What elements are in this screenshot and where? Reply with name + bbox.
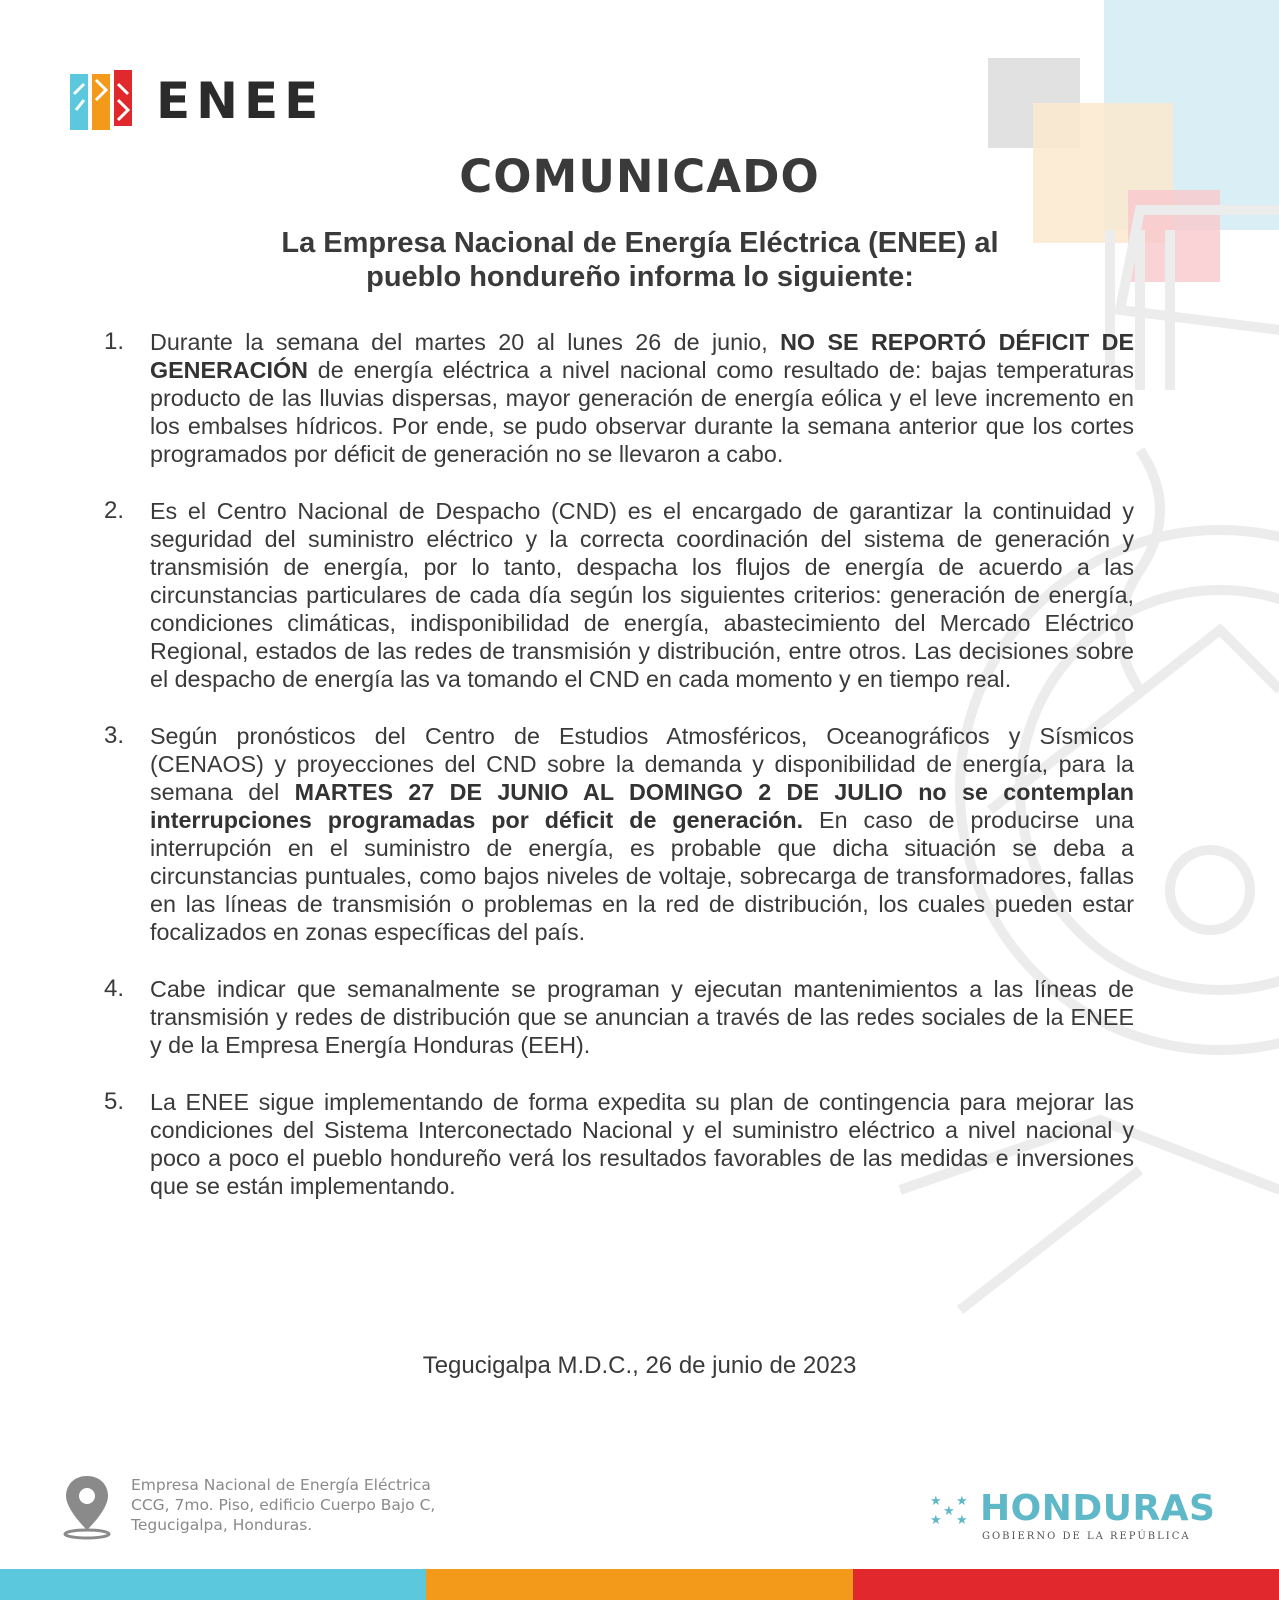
bold-segment: MARTES 27 DE JUNIO AL DOMINGO 2 DE JULIO no se contemplan interrupciones programadas por déficit de generación. [150, 779, 1134, 833]
item-number: 1. [104, 328, 125, 355]
list-item [104, 975, 1134, 1059]
numbered-list [104, 328, 1134, 1229]
text-segment: La ENEE sigue implementando de forma expedita su plan de contingencia para mejorar las condiciones del Sistema Interconectado Nacional y el suministro eléctrico a nivel nacional y poco a poco el pueblo hondureño verá los resultados favorables de las medidas e inversiones que se están implementando. [150, 1089, 1134, 1199]
list-item [104, 722, 1134, 946]
bold-segment: NO SE REPORTÓ DÉFICIT DE GENERACIÓN [150, 329, 1134, 383]
address-line: CCG, 7mo. Piso, edificio Cuerpo Bajo C, [131, 1496, 436, 1514]
enee-logo-icon [70, 70, 132, 132]
list-item [104, 497, 1134, 693]
honduras-wordmark: HONDURAS [980, 1488, 1216, 1529]
footer-stripe-red [853, 1569, 1279, 1600]
location-pin-icon [62, 1474, 112, 1540]
stars-icon [928, 1493, 980, 1525]
enee-logo [70, 70, 324, 132]
list-item [104, 1088, 1134, 1200]
footer-stripe-orange [426, 1569, 853, 1600]
item-number: 5. [104, 1088, 125, 1115]
svg-text:★: ★ [930, 1493, 942, 1509]
footer-address [131, 1475, 435, 1535]
svg-text:★: ★ [956, 1512, 968, 1525]
item-number: 4. [104, 975, 125, 1002]
text-segment: Según pronósticos del Centro de Estudios Atmosféricos, Oceanográficos y Sísmicos (CENAOS) y proyecciones del CND sobre la demanda y disponibilidad de energía, para la semana del [150, 723, 1134, 805]
footer-stripe-cyan [0, 1569, 426, 1600]
page-subtitle [190, 226, 1090, 294]
gobierno-subtitle: GOBIERNO DE LA REPÚBLICA [982, 1531, 1191, 1542]
item-number: 2. [104, 497, 125, 524]
item-text [150, 497, 1134, 693]
document-date: Tegucigalpa M.D.C., 26 de junio de 2023 [422, 1352, 857, 1379]
item-text [150, 975, 1134, 1059]
logo-wordmark: ENEE [156, 72, 325, 130]
item-text [150, 1088, 1134, 1200]
subtitle-line-2: pueblo hondureño informa lo siguiente: [366, 261, 914, 293]
subtitle-line-1: La Empresa Nacional de Energía Eléctrica (ENEE) al [281, 227, 999, 259]
text-segment: de energía eléctrica a nivel nacional como resultado de: bajas temperaturas producto de las lluvias dispersas, mayor generación de energía eólica y el leve incremento en los embalses hídricos. Por ende, se pudo observar durante la semana anterior que los cortes programados por déficit de generación no se llevaron a cabo. [150, 357, 1134, 467]
list-item [104, 328, 1134, 468]
item-number: 3. [104, 722, 125, 749]
item-text [150, 722, 1134, 946]
text-segment: Es el Centro Nacional de Despacho (CND) es el encargado de garantizar la continuidad y seguridad del suministro eléctrico y la correcta coordinación del sistema de generación y transmisión de energía, por lo tanto, despacha los flujos de energía de acuerdo a las circunstancias particulares de cada día según los siguientes criterios: generación de energía, condiciones climáticas, indisponibilidad de energía, abastecimiento del Mercado Eléctrico Regional, estados de las redes de transmisión y distribución, entre otros. Las decisiones sobre el despacho de energía las va tomando el CND en cada momento y en tiempo real. [150, 498, 1134, 692]
text-segment: En caso de producirse una interrupción en el suministro de energía, es probable que dicha situación se deba a circunstancias puntuales, como bajos niveles de voltaje, sobrecarga de transformadores, fallas en las líneas de transmisión o problemas en la red de distribución, los cuales pueden estar focalizados en zonas específicas del país. [150, 807, 1135, 945]
address-line: Empresa Nacional de Energía Eléctrica [131, 1476, 431, 1494]
svg-text:★: ★ [930, 1512, 942, 1525]
honduras-government-logo [928, 1488, 1218, 1542]
page-title: COMUNICADO [459, 150, 820, 203]
text-segment: Durante la semana del martes 20 al lunes 26 de junio, [150, 329, 781, 355]
item-text [150, 328, 1134, 468]
svg-text:★: ★ [956, 1493, 968, 1509]
text-segment: Cabe indicar que semanalmente se programan y ejecutan mantenimientos a las líneas de transmisión y redes de distribución que se anuncian a través de las redes sociales de la ENEE y de la Empresa Energía Honduras (EEH). [150, 976, 1134, 1058]
address-line: Tegucigalpa, Honduras. [131, 1516, 313, 1534]
svg-text:★: ★ [943, 1503, 955, 1519]
